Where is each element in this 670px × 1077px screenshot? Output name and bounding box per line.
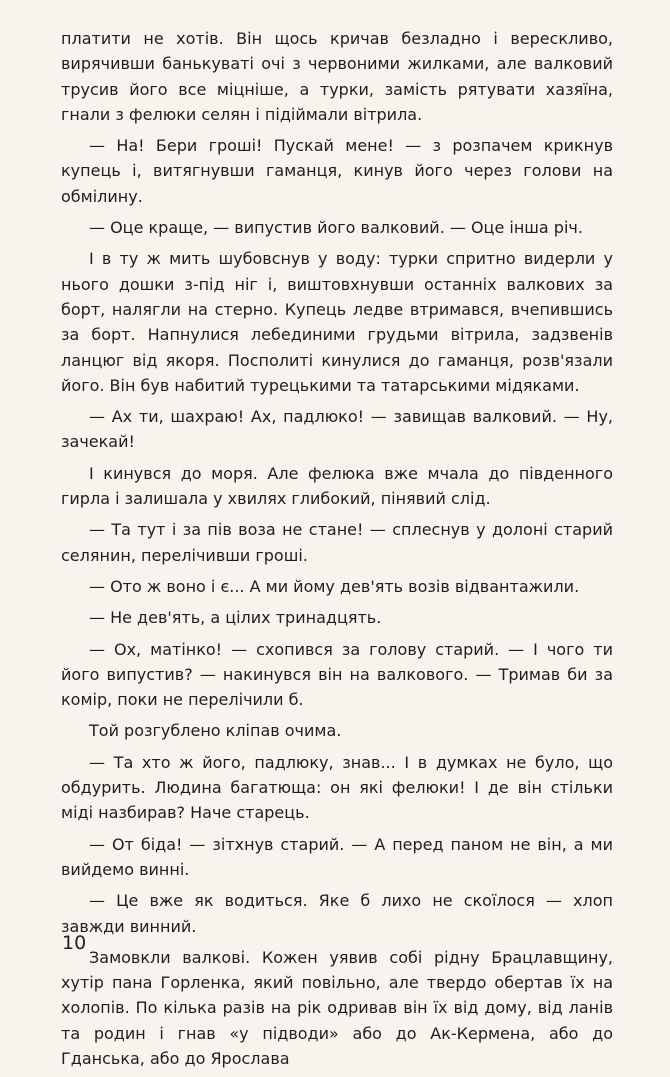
paragraph: — Не дев'ять, а цілих тринадцять. [89,608,382,628]
page-number: 10 [62,932,87,954]
paragraph: — На! Бери гроші! Пускай мене! — з розпачем крикнув купець і, витягнувши гаманця, кинув його через голови на обмілину. [61,136,613,206]
paragraph: — Ох, матінко! — схопився за голову старий. — І чого ти його випустив? — накинувся він на валкового. — Тримав би за комір, поки не перелічили б. [61,639,613,710]
paragraph: платити не хотів. Він щось кричав безладно і верескливо, вирячивши банькуваті очі з червоними жилками, але валковий трусив його все міцніше, а турки, замість рятувати хазяїна, гнали з фелюки селян і підіймали вітрила. [61,29,613,124]
paragraph: — Ото ж воно і є... А ми йому дев'ять возів відвантажили. [89,576,580,596]
paragraph: І в ту ж мить шубовснув у воду: турки спритно видерли у нього дошки з-під ніг і, виштовхнувши останніх валкових за борт, налягли на стерно. Купець ледве втримався, вчепившись за борт. Напнулися лебединими грудьми вітрила, задзвенів ланцюг від якоря. Посполиті кинулися до гаманця, розв'язали його. Він був набитий турецькими та татарськими мідяками. [61,249,613,395]
paragraph: — Та тут і за пів воза не стане! — сплеснув у долоні старий селянин, перелічивши гроші. [61,520,613,565]
text-block [61,26,613,1071]
page-body [61,26,613,1077]
paragraph: — Та хто ж його, падлюку, знав... І в думках не було, що обдурить. Людина багатюща: он які фелюки! І де він стільки міді назбирав? Наче старець. [61,752,613,823]
paragraph: І кинувся до моря. Але фелюка вже мчала до південного гирла і залишала у хвилях глибокий, пінявий слід. [61,463,613,509]
paragraph: — Ах ти, шахраю! Ах, падлюко! — завищав валковий. — Ну, зачекай! [61,407,613,452]
paragraph: Замовкли валкові. Кожен уявив собі рідну Брацлавщину, хутір пана Горленка, який повільно, але твердо обертав їх на холопів. По кілька разів на рік одривав він їх від дому, від ланів та родин і гнав «у підводи» або до Ак-Кермена, або до Гданська, або до Ярослава [61,947,613,1068]
paragraph: — От біда! — зітхнув старий. — А перед паном не він, а ми вийдемо винні. [61,834,613,879]
paragraph: Той розгублено кліпав очима. [89,721,342,741]
paragraph: — Це вже як водиться. Яке б лихо не скоїлося — хлоп завжди винний. [61,891,613,936]
paragraph: — Оце краще, — випустив його валковий. — Оце інша річ. [89,218,583,238]
